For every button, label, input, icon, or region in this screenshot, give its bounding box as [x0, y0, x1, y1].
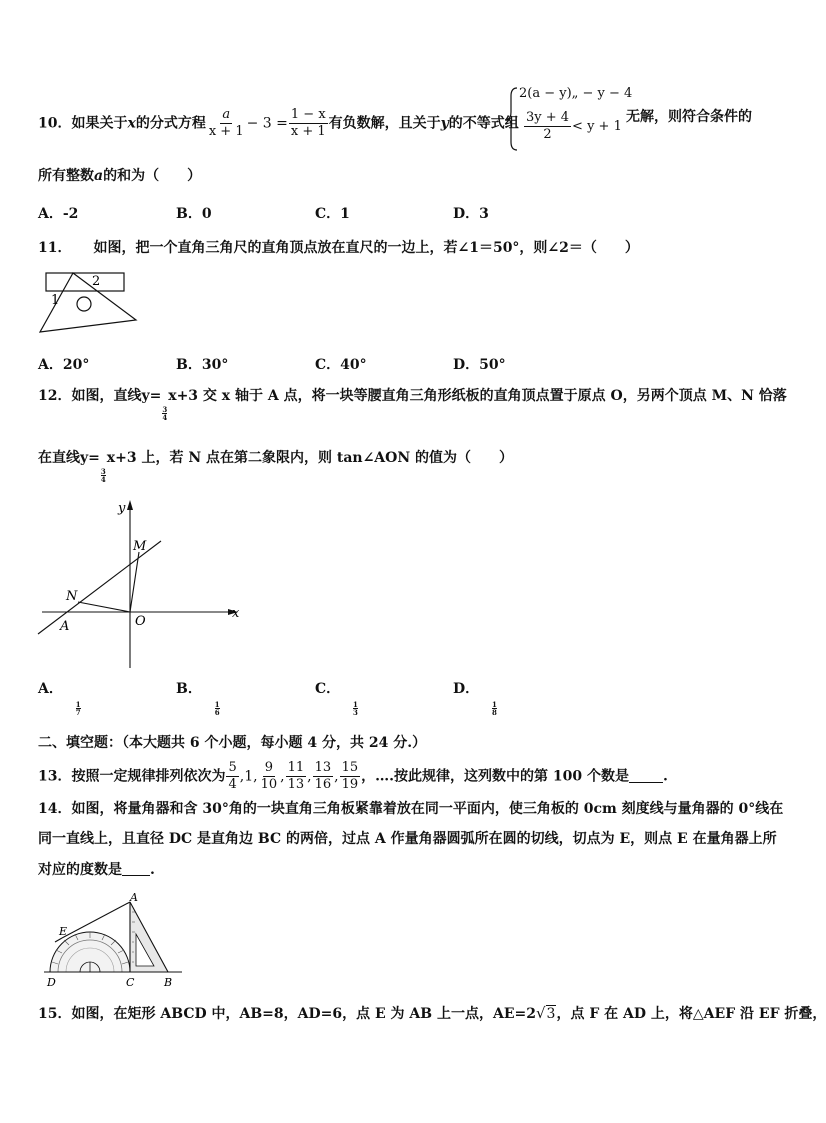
q12-line1-frac — [162, 406, 167, 421]
q10-option-b[interactable]: B．0 — [176, 206, 212, 222]
q13-frac-4-den: 13 — [287, 777, 305, 792]
q12-option-b-label: B． — [176, 681, 202, 697]
q14-label-a: A — [130, 891, 138, 904]
q12-label-a: A — [60, 619, 70, 634]
q13-frac-3-den: 10 — [260, 777, 278, 792]
q10-sys-line1: 2(a − y)„ − y − 4 — [519, 86, 633, 101]
q10-frac1 — [207, 107, 246, 140]
q12-option-a-num: 1 — [75, 700, 81, 709]
q13-one: 1 — [244, 768, 254, 785]
q11-line — [38, 238, 639, 258]
q13-frac-6-den: 19 — [341, 777, 359, 792]
q14-label-d: D — [47, 976, 56, 989]
q12-line2-frac-den: 4 — [100, 475, 106, 484]
q15-text-b: ，点 F 在 AD 上，将△AEF 沿 EF 折叠， — [556, 1006, 826, 1022]
q14-label-c: C — [126, 976, 135, 989]
q11-option-c[interactable]: C．40° — [315, 357, 367, 373]
q14-label-b: B — [164, 976, 173, 989]
q13-frac-3-num: 9 — [264, 760, 273, 775]
q11-label-1: 1 — [51, 293, 60, 308]
q10-text-c: 有负数解，且关于 — [328, 115, 441, 132]
q12-option-d-label: D． — [453, 681, 480, 697]
q10-var-a: a — [94, 168, 104, 184]
q14-line3-text: 对应的度数是 — [38, 862, 122, 878]
q11-hole-icon — [77, 297, 91, 311]
q11-option-b[interactable]: B．30° — [176, 357, 229, 373]
q10-option-c[interactable]: C．1 — [315, 206, 350, 222]
q13-frac-1-den: 4 — [228, 777, 237, 792]
q13-frac-3 — [259, 760, 280, 793]
q10-sys-frac-num: 3y + 4 — [526, 110, 570, 125]
q15-sqrt-icon: √ — [535, 1004, 546, 1022]
q12-option-b[interactable] — [176, 678, 221, 716]
q10-text-d: 的不等式组 — [448, 115, 519, 132]
q12-label-n: N — [66, 589, 78, 604]
q12-line1-frac-den: 4 — [162, 413, 168, 422]
q10-text-e: 无解，则符合条件的 — [626, 109, 752, 125]
q13-frac-6-num: 15 — [341, 760, 359, 775]
q12-line2-a: 在直线y= — [38, 450, 100, 466]
q10-frac2 — [289, 107, 328, 140]
q12-line2-b: x+3 上，若 N 点在第二象限内，则 tan∠AON 的值为（ ） — [106, 450, 514, 466]
q12-segment-on — [78, 602, 130, 612]
q13-frac-4 — [286, 760, 307, 793]
q12-option-b-den: 6 — [214, 708, 220, 717]
q10-line2-end: 的和为（ ） — [103, 168, 202, 184]
q11-option-d[interactable]: D．50° — [453, 357, 506, 373]
q10-line2 — [38, 166, 201, 186]
q10-frac1-den: x + 1 — [208, 124, 244, 139]
q12-figure — [34, 496, 249, 671]
q12-option-d[interactable] — [453, 678, 498, 716]
q12-option-a-den: 7 — [75, 708, 81, 717]
q15-sqrt — [536, 1006, 556, 1022]
q13-answer-blank[interactable] — [629, 782, 663, 783]
q14-answer-blank[interactable] — [122, 875, 150, 876]
q14-line3-end: . — [150, 862, 155, 878]
q14-label-e: E — [59, 925, 68, 938]
q13-number: 13． — [38, 768, 72, 785]
q14-line3 — [38, 860, 155, 880]
q10-line2-text: 所有整数 — [38, 168, 94, 184]
q13-frac-6 — [340, 760, 361, 793]
q10-text-a: 如果关于 — [71, 115, 128, 132]
q10-sys-rest: < y + 1 — [572, 119, 622, 134]
q13-frac-1 — [226, 760, 238, 793]
q12-option-c-label: C． — [315, 681, 341, 697]
q12-line2 — [38, 448, 513, 483]
q12-line1-frac-num: 3 — [162, 405, 168, 414]
q12-option-c[interactable] — [315, 678, 359, 716]
q14-number: 14． — [38, 801, 72, 817]
q13-text-b: ，….按此规律，这列数中的第 100 个数是 — [361, 768, 629, 785]
section2-title: 二、填空题：（本大题共 6 个小题，每小题 4 分，共 24 分.） — [38, 735, 427, 751]
q10-var-x: x — [127, 115, 136, 132]
q13-frac-5 — [313, 760, 334, 793]
q11-option-a[interactable]: A．20° — [38, 357, 90, 373]
q12-label-x: x — [232, 606, 240, 621]
q10-number: 10． — [38, 115, 72, 132]
q10-frac2-num: 1 − x — [290, 107, 326, 122]
q12-option-d-den: 8 — [492, 708, 497, 717]
q10-option-d[interactable]: D．3 — [453, 206, 489, 222]
q10-minus3: − 3 = — [246, 115, 288, 132]
q12-y-arrow-icon — [127, 500, 133, 510]
q12-line2-frac-num: 3 — [100, 467, 106, 476]
q10-line1 — [38, 107, 519, 140]
q12-line1-b: x+3 交 x 轴于 A 点，将一块等腰直角三角形纸板的直角顶点置于原点 O，另两个顶点 M、N 恰落 — [168, 388, 787, 404]
q12-option-c-num: 1 — [353, 700, 358, 709]
q12-line2-frac — [101, 468, 106, 483]
q11-label-2: 2 — [92, 274, 101, 289]
q10-brace-icon — [507, 86, 519, 152]
q14-line1-text: 如图，将量角器和含 30°角的一块直角三角板紧靠着放在同一平面内，使三角板的 0cm 刻度线与量角器的 0°线在 — [71, 801, 784, 817]
q14-line1 — [38, 799, 783, 819]
q10-sys-frac-den: 2 — [543, 127, 552, 142]
q10-sys-line2 — [523, 110, 622, 143]
q12-line1 — [38, 386, 787, 421]
q10-frac2-den: x + 1 — [290, 124, 326, 139]
q12-option-b-num: 1 — [214, 700, 220, 709]
q13-frac-1-num: 5 — [228, 760, 237, 775]
q13-line: 13．按照一定规律排列依次为 $\frac{5}{4}$ ,1, $\frac{9}{10}$ , $\frac{11}{13}$ , $\frac{13}{16}$ , $\frac{15}{19}$ ，….按此规律，这列数中的第 100 个数是 . — [38, 760, 668, 792]
q11-number: 11． — [38, 240, 72, 256]
q15-line — [38, 1003, 826, 1024]
q15-text-a: 如图，在矩形 ABCD 中，AB=8，AD=6，点 E 为 AB 上一点，AE=2 — [71, 1006, 536, 1022]
q10-frac1-num: a — [222, 107, 231, 122]
q10-option-a[interactable]: A．-2 — [38, 206, 79, 222]
q12-option-a[interactable] — [38, 678, 82, 716]
q13-frac-4-num: 11 — [287, 760, 305, 775]
q12-option-d-num: 1 — [492, 700, 497, 709]
q12-label-m: M — [133, 539, 147, 554]
q10-inequality-system — [507, 86, 633, 152]
q15-sqrt-val: 3 — [546, 1006, 556, 1022]
q11-text: 如图，把一个直角三角尺的直角顶点放在直尺的一边上，若∠1＝50°，则∠2＝（ ） — [93, 240, 639, 256]
q12-number: 12． — [38, 388, 72, 404]
q12-line1-a: 如图，直线y= — [71, 388, 162, 404]
q10-var-y: y — [440, 115, 449, 132]
q15-number: 15． — [38, 1006, 72, 1022]
q12-label-y: y — [118, 501, 126, 516]
q12-option-a-label: A． — [38, 681, 63, 697]
q13-frac-5-num: 13 — [314, 760, 332, 775]
q14-figure — [40, 892, 190, 990]
q13-frac-5-den: 16 — [314, 777, 332, 792]
q11-figure — [36, 268, 146, 336]
q13-text-a: 按照一定规律排列依次为 — [71, 768, 226, 785]
q10-text-b: 的分式方程 — [135, 115, 206, 132]
q12-option-c-den: 3 — [353, 708, 358, 717]
q12-label-o: O — [135, 614, 146, 629]
q14-line2: 同一直线上，且直径 DC 是直角边 BC 的两倍，过点 A 作量角器圆弧所在圆的切线，切点为 E，则点 E 在量角器上所 — [38, 831, 777, 847]
q13-text-end: . — [663, 768, 668, 785]
